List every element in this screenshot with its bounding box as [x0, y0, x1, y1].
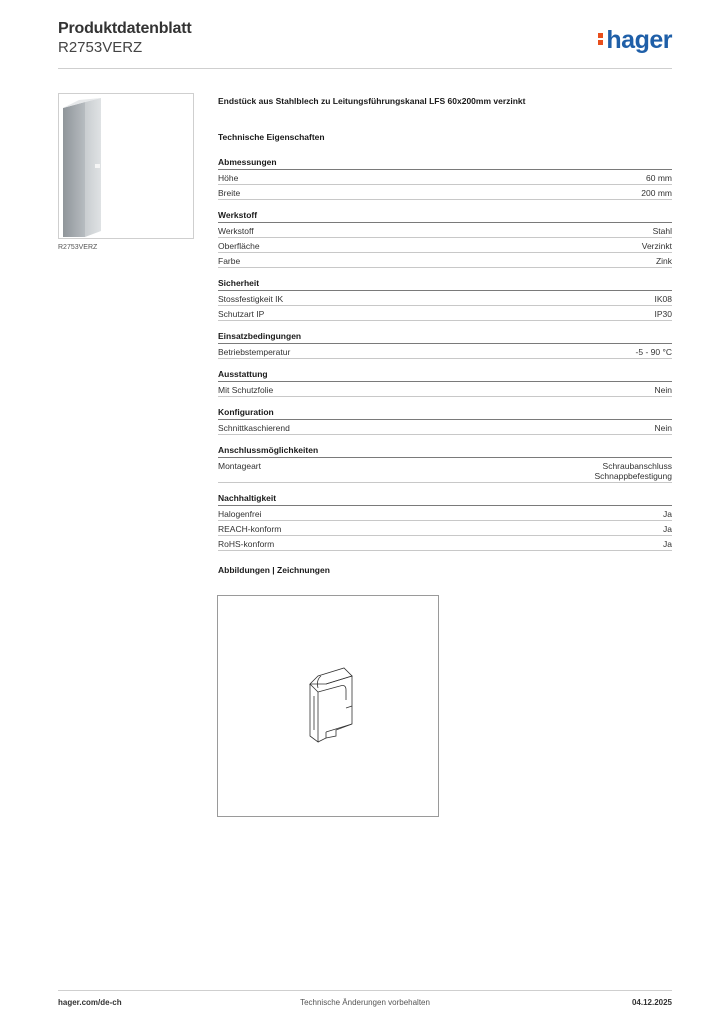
spec-value: -5 - 90 °C	[635, 347, 672, 357]
tech-heading: Technische Eigenschaften	[218, 132, 325, 142]
spec-label: Schnittkaschierend	[218, 423, 290, 433]
section-ausstattung	[218, 369, 672, 397]
header-divider	[58, 68, 672, 69]
spec-row	[218, 253, 672, 268]
spec-value: Schraubanschluss	[602, 461, 672, 471]
spec-row	[218, 521, 672, 536]
spec-row	[218, 420, 672, 435]
spec-label: Höhe	[218, 173, 239, 183]
spec-row	[218, 536, 672, 551]
spec-value: Zink	[655, 256, 672, 266]
spec-label: REACH-konform	[218, 524, 282, 534]
section-title: Einsatzbedingungen	[218, 331, 672, 344]
spec-value: Nein	[654, 385, 672, 395]
spec-value: Stahl	[652, 226, 672, 236]
section-konfiguration	[218, 407, 672, 435]
spec-label: Halogenfrei	[218, 509, 262, 519]
section-werkstoff	[218, 210, 672, 268]
spec-label: Breite	[218, 188, 241, 198]
spec-label: Montageart	[218, 461, 261, 471]
spec-row	[218, 506, 672, 521]
section-title: Anschlussmöglichkeiten	[218, 445, 672, 458]
page-header	[58, 20, 192, 56]
spec-value-multi	[594, 461, 672, 481]
section-anschlussmoeglichkeiten	[218, 445, 672, 483]
spec-label: Oberfläche	[218, 241, 260, 251]
spec-row	[218, 238, 672, 253]
end-piece-drawing	[218, 596, 438, 816]
hager-logo	[598, 26, 672, 55]
spec-row	[218, 458, 672, 483]
section-title: Konfiguration	[218, 407, 672, 420]
spec-row	[218, 223, 672, 238]
footer-date: 04.12.2025	[631, 998, 672, 1007]
spec-label: Werkstoff	[218, 226, 254, 236]
spec-label: Schutzart IP	[218, 309, 265, 319]
product-description: Endstück aus Stahlblech zu Leitungsführungskanal LFS 60x200mm verzinkt	[218, 96, 526, 106]
spec-value: Ja	[663, 524, 672, 534]
photo-caption: R2753VERZ	[58, 244, 98, 251]
product-photo	[58, 93, 194, 239]
logo-dots-icon	[598, 31, 604, 47]
spec-content	[218, 96, 672, 575]
drawings-heading: Abbildungen | Zeichnungen	[218, 565, 330, 575]
section-title: Sicherheit	[218, 278, 672, 291]
product-photo-image	[59, 94, 193, 238]
section-abmessungen	[218, 157, 672, 200]
spec-row	[218, 382, 672, 397]
spec-value: 200 mm	[641, 188, 672, 198]
section-title: Nachhaltigkeit	[218, 493, 672, 506]
spec-value: IK08	[654, 294, 672, 304]
spec-value: Verzinkt	[641, 241, 672, 251]
spec-label: Betriebstemperatur	[218, 347, 291, 357]
spec-value: IP30	[654, 309, 672, 319]
spec-value: Ja	[663, 539, 672, 549]
product-code: R2753VERZ	[58, 39, 143, 56]
spec-value: 60 mm	[646, 173, 672, 183]
spec-label: Farbe	[218, 256, 241, 266]
spec-value: Ja	[663, 509, 672, 519]
footer-disclaimer: Technische Änderungen vorbehalten	[300, 998, 430, 1007]
spec-label: RoHS-konform	[218, 539, 275, 549]
section-nachhaltigkeit	[218, 493, 672, 551]
section-title: Ausstattung	[218, 369, 672, 382]
spec-row	[218, 291, 672, 306]
spec-row	[218, 344, 672, 359]
spec-row	[218, 306, 672, 321]
section-title: Werkstoff	[218, 210, 672, 223]
spec-value: Schnappbefestigung	[594, 471, 672, 481]
spec-label: Mit Schutzfolie	[218, 385, 274, 395]
footer-website: hager.com/de-ch	[58, 998, 122, 1007]
page-title: Produktdatenblatt	[58, 20, 192, 37]
section-title: Abmessungen	[218, 157, 672, 170]
logo-text: hager	[606, 26, 672, 54]
spec-row	[218, 185, 672, 200]
spec-value: Nein	[654, 423, 672, 433]
technical-drawing	[217, 595, 439, 817]
section-sicherheit	[218, 278, 672, 321]
footer-divider	[58, 990, 672, 991]
spec-row	[218, 170, 672, 185]
spec-label: Stossfestigkeit IK	[218, 294, 284, 304]
section-einsatzbedingungen	[218, 331, 672, 359]
